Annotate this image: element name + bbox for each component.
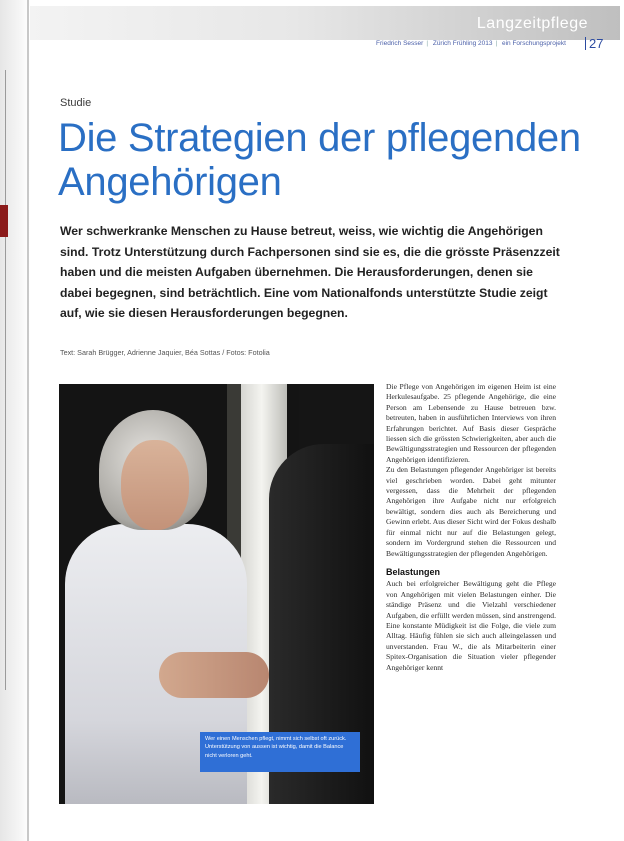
article-title: Die Strategien der pflegenden Angehörigen xyxy=(58,116,581,204)
body-column xyxy=(386,382,556,673)
article-kicker: Studie xyxy=(60,97,92,109)
body-paragraph: Zu den Belastungen pflegender Angehöriger ist bereits viel geschrieben worden. Dabei geht mitunter vergessen, dass die Mehrheit der pflegenden Angehörigen ihre Aufgabe nicht nur erfolgreich bewältigt, sondern dies auch als Bereicherung und Gewinn erlebt. Aus dieser Sicht wird der Fokus deshalb für einmal nicht nur auf die Belastungen gelegt, sondern im Vordergrund stehen die Ressourcen und Bewältigungsstrategien der pflegenden Angehörigen. xyxy=(386,465,556,558)
section-title: Langzeitpflege xyxy=(476,15,588,32)
margin-line xyxy=(5,70,6,690)
photo-caption: Wer einen Menschen pflegt, nimmt sich selbst oft zurück. Unterstützung von aussen ist wichtig, damit die Balance nicht verloren geht. xyxy=(200,732,360,772)
photo-woman-face xyxy=(121,440,189,530)
header-meta: Friedrich Sesser | Zürich Frühling 2013 | ein Forschungsprojekt xyxy=(376,40,566,47)
header-meta-item: ein Forschungsprojekt xyxy=(501,40,566,47)
article-lead: Wer schwerkranke Menschen zu Hause betreut, weiss, wie wichtig die Angehörigen sind. Trotz Unterstützung durch Fachpersonen sind sie es, die die grösste Präsenzzeit haben und die meisten Aufgaben übernehmen. Die Herausforderungen, denen sie dabei begegnen, sind beträchtlich. Eine vom Nationalfonds unterstützte Studie zeigt auf, wie sie diesen Herausforderungen begegnen. xyxy=(60,224,560,321)
body-paragraph: Die Pflege von Angehörigen im eigenen Heim ist eine Herkulesaufgabe. 25 pflegende Angehörige, die eine Person am Lebensende zu Hause betreuen bzw. betreuten, haben in ausführlichen Interviews von ihren Erfahrungen berichtet. Auf Basis dieser Gespräche liessen sich die grössten Schwierigkeiten, aber auch die Bewältigungsstrategien und Ressourcen der pflegenden Angehörigen identifizieren. xyxy=(386,382,556,464)
photo-handshake xyxy=(159,652,269,698)
body-paragraph: Auch bei erfolgreicher Bewältigung geht die Pflege von Angehörigen mit vielen Belastungen einher. Die ständige Präsenz und die Vielzahl verschiedener Aufgaben, die erfüllt werden müssen, sind anstrengend. Eine konstante Müdigkeit ist die Folge, die viele zum Alltag. Häufig fühlen sie sich auch alleingelassen und unverstanden. Frau W., die als Mitarbeiterin einer Spitex-Organisation die Situation vieler pflegender Angehöriger kennt xyxy=(386,579,556,672)
article-credits: Text: Sarah Brügger, Adrienne Jaquier, Béa Sottas / Fotos: Fotolia xyxy=(60,348,270,357)
header-meta-item: Friedrich Sesser xyxy=(376,40,424,47)
page-tab-marker xyxy=(0,205,8,237)
page-number: 27 xyxy=(589,36,604,51)
gutter-line xyxy=(27,0,29,841)
body-subhead: Belastungen xyxy=(386,566,441,577)
header-meta-item: Zürich Frühling 2013 xyxy=(432,40,493,47)
